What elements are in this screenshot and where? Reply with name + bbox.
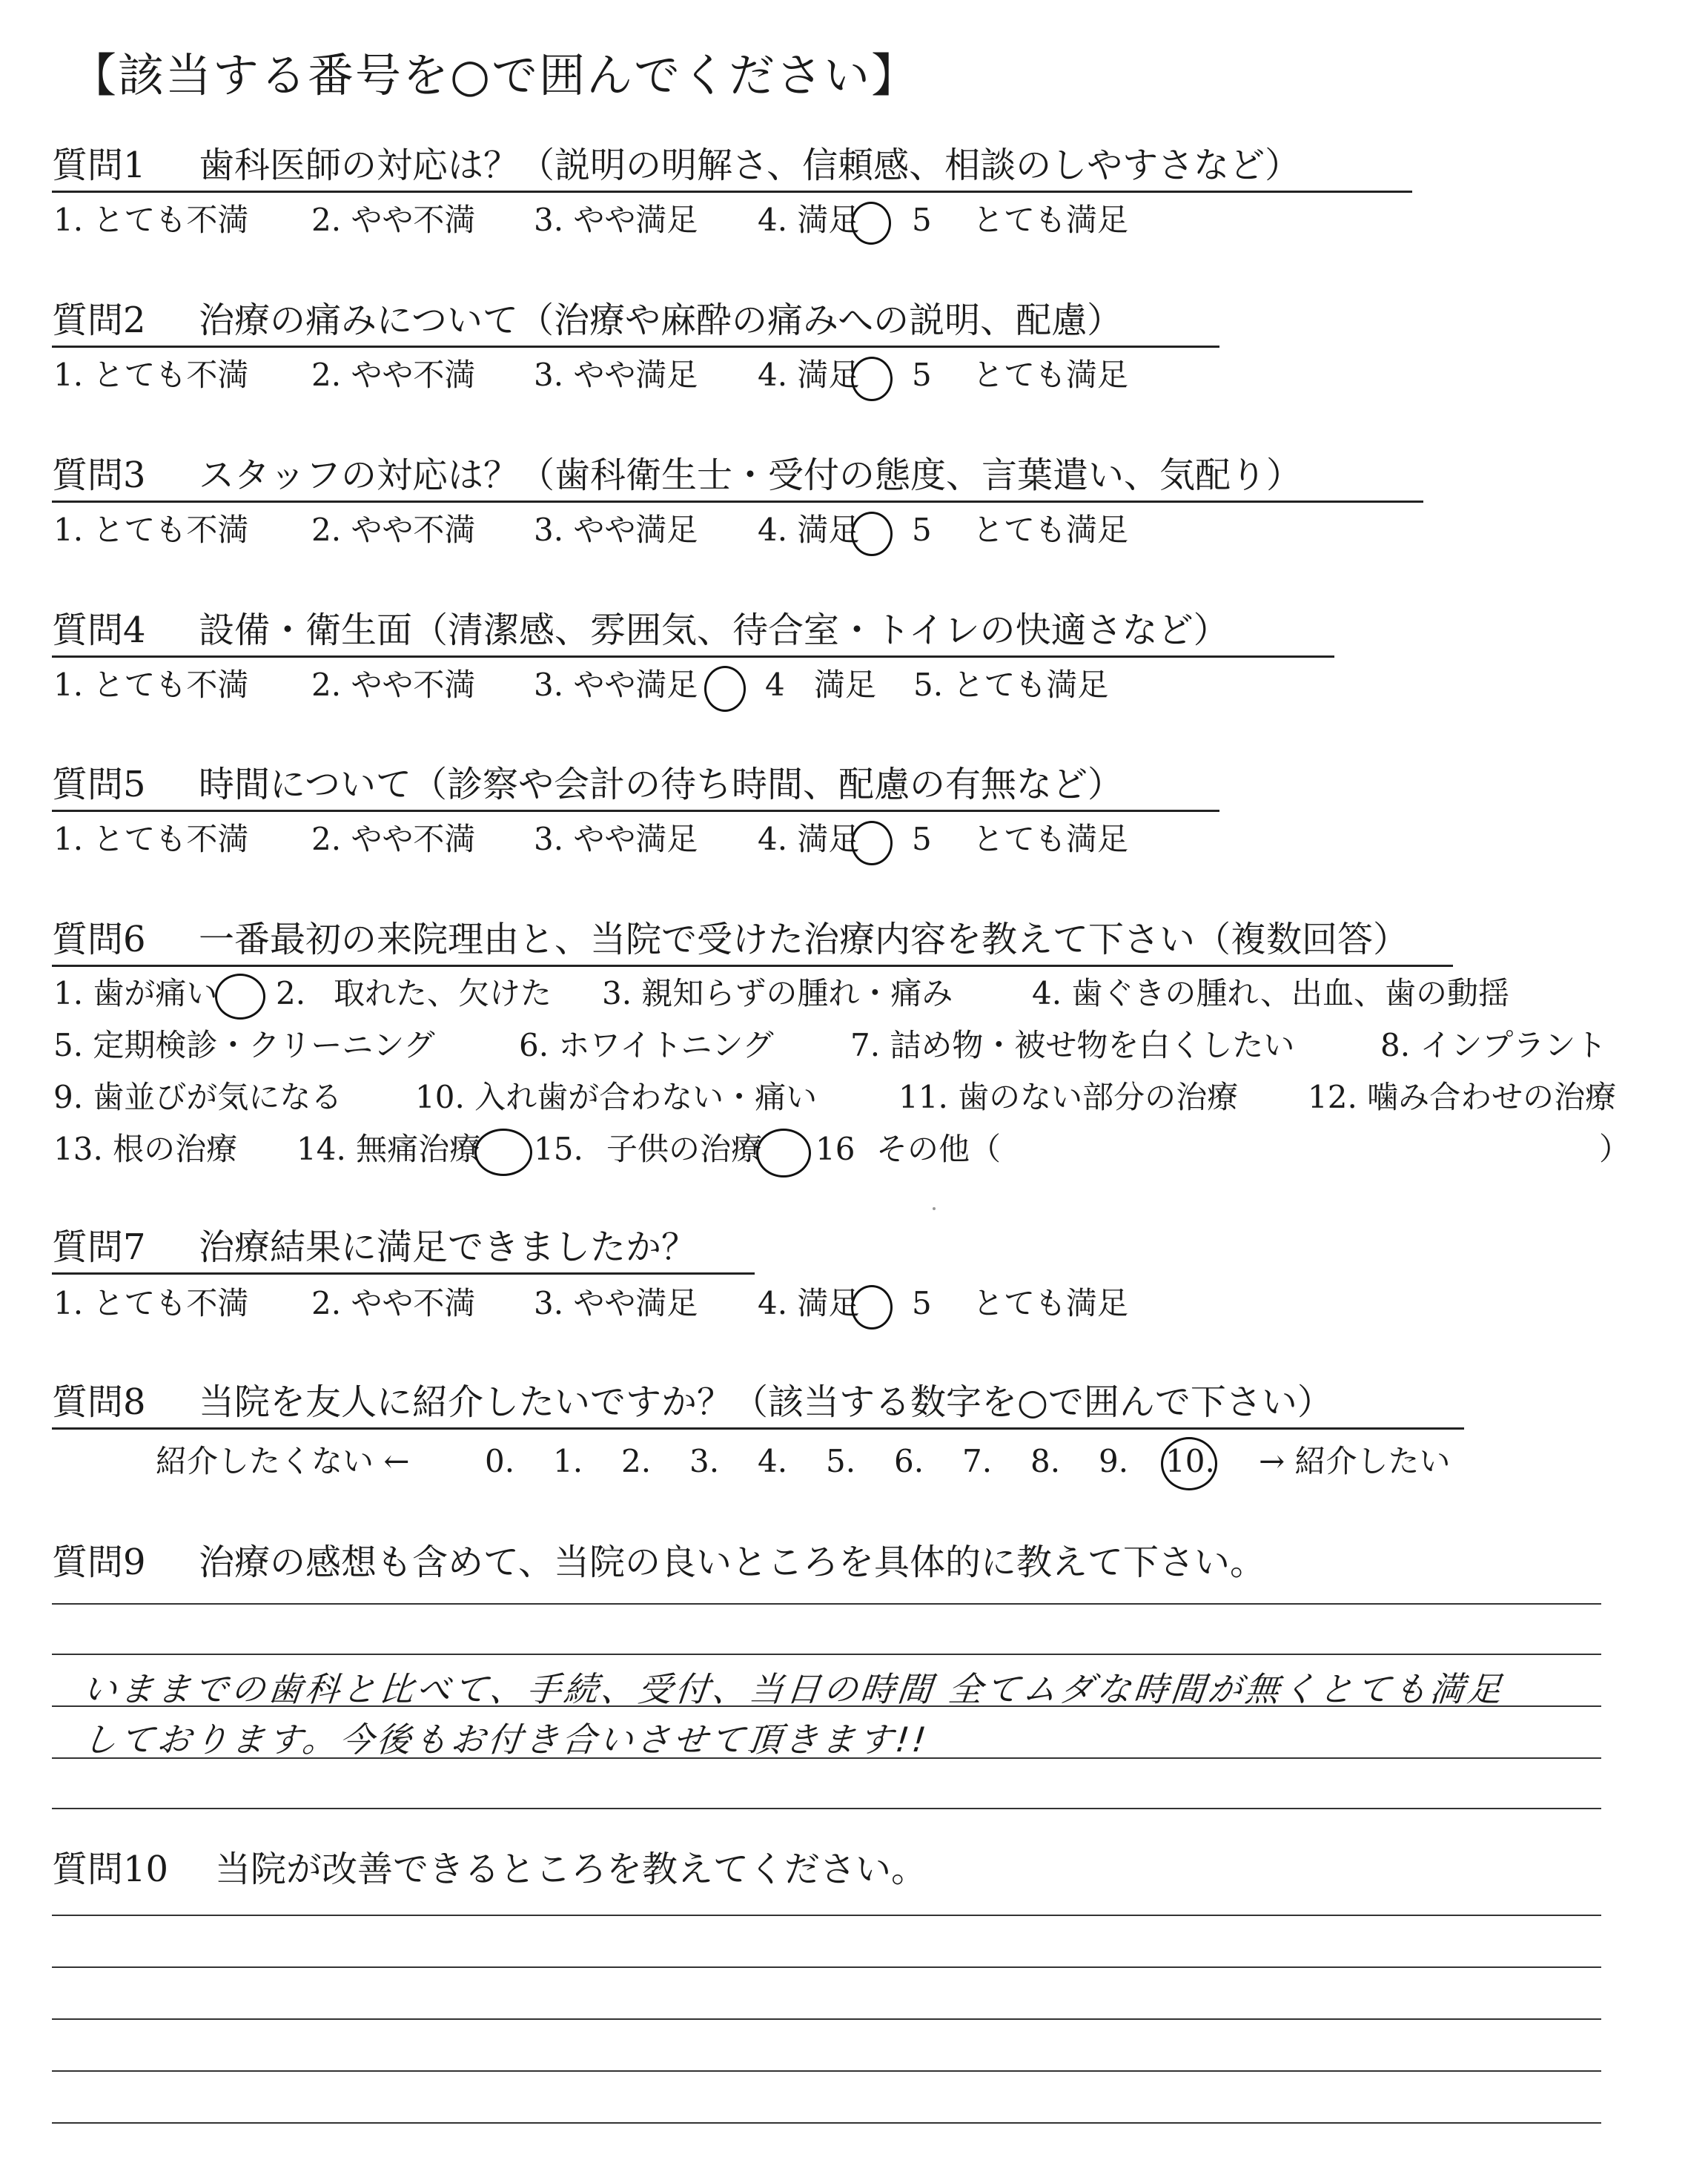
answer-line <box>52 2018 1601 2020</box>
question-2-title <box>52 300 1219 348</box>
option-5[interactable]: 5. とても満足 <box>913 667 1109 703</box>
answer-line <box>52 1808 1601 1809</box>
option-5-selected[interactable]: 5 <box>912 202 932 238</box>
scale-9[interactable]: 9. <box>1099 1443 1129 1479</box>
option-2[interactable]: 2. やや不満 <box>311 202 476 238</box>
question-4-title <box>52 610 1334 658</box>
scale-left-label: 紹介したくない ← <box>156 1443 410 1479</box>
question-6-number: 質問6 <box>52 919 146 960</box>
question-1-number: 質問1 <box>52 145 146 186</box>
option-5[interactable]: 5. 定期検診・クリーニング <box>53 1027 435 1063</box>
scale-1[interactable]: 1. <box>553 1443 583 1479</box>
option-5-selected[interactable]: 5 <box>912 357 932 393</box>
option-4[interactable]: 4. 満足 <box>758 512 860 548</box>
option-5-label: とても満足 <box>973 821 1129 857</box>
question-9-text: 治療の感想も含めて、当院の良いところを具体的に教えて下さい。 <box>199 1542 1266 1583</box>
question-4-text: 設備・衛生面（清潔感、雰囲気、待合室・トイレの快適さなど） <box>199 610 1229 651</box>
option-3[interactable]: 3. やや満足 <box>534 512 698 548</box>
handwritten-answer-line-1: いままでの歯科と比べて、手続、受付、当日の時間 全てムダな時間が無くとても満足 <box>80 1669 1507 1709</box>
question-8-title <box>52 1382 1464 1430</box>
answer-line <box>52 1603 1601 1605</box>
option-1[interactable]: 1. とても不満 <box>53 512 249 548</box>
question-5-number: 質問5 <box>52 764 146 805</box>
selection-circle <box>474 1129 532 1176</box>
option-5-selected[interactable]: 5 <box>912 1285 932 1321</box>
option-4[interactable]: 4. 満足 <box>758 202 860 238</box>
option-1[interactable]: 1. 歯が痛い <box>53 975 218 1011</box>
option-1[interactable]: 1. とても不満 <box>53 357 249 393</box>
option-2[interactable]: 2. やや不満 <box>311 357 476 393</box>
option-2[interactable]: 2. やや不満 <box>311 1285 476 1321</box>
option-2-selected[interactable]: 2. <box>276 975 306 1011</box>
question-6-title <box>52 919 1453 967</box>
option-2[interactable]: 2. やや不満 <box>311 821 476 857</box>
option-1[interactable]: 1. とても不満 <box>53 821 249 857</box>
option-4[interactable]: 4. 満足 <box>758 821 860 857</box>
option-4[interactable]: 4. 満足 <box>758 357 860 393</box>
question-2-number: 質問2 <box>52 300 146 341</box>
option-6[interactable]: 6. ホワイトニング <box>519 1027 774 1063</box>
handwritten-answer-line-2: しております。今後もお付き合いさせて頂きます!! <box>80 1720 931 1760</box>
option-5-selected[interactable]: 5 <box>912 512 932 548</box>
question-7-title <box>52 1227 755 1275</box>
option-4-label: 満足 <box>814 667 877 703</box>
option-8[interactable]: 8. インプラント <box>1380 1027 1607 1063</box>
scale-3[interactable]: 3. <box>689 1443 720 1479</box>
scale-4[interactable]: 4. <box>758 1443 788 1479</box>
question-4-number: 質問4 <box>52 610 146 651</box>
question-3-text: スタッフの対応は？（歯科衛生士・受付の態度、言葉遣い、気配り） <box>199 455 1302 496</box>
option-14[interactable]: 14. 無痛治療 <box>297 1131 481 1167</box>
scale-8[interactable]: 8. <box>1030 1443 1061 1479</box>
option-5-label: とても満足 <box>973 357 1129 393</box>
option-13[interactable]: 13. 根の治療 <box>53 1131 238 1167</box>
option-4[interactable]: 4. 歯ぐきの腫れ、出血、歯の動揺 <box>1032 975 1509 1011</box>
option-5-label: とても満足 <box>973 512 1129 548</box>
question-5-title <box>52 764 1219 812</box>
option-3[interactable]: 3. やや満足 <box>534 821 698 857</box>
scale-7[interactable]: 7. <box>962 1443 993 1479</box>
option-1[interactable]: 1. とても不満 <box>53 202 249 238</box>
question-5-text: 時間について（診察や会計の待ち時間、配慮の有無など） <box>199 764 1124 805</box>
option-16-label: その他（ <box>876 1131 1002 1167</box>
question-3-number: 質問3 <box>52 455 146 496</box>
question-10-text: 当院が改善できるところを教えてください。 <box>215 1849 927 1890</box>
option-12[interactable]: 12. 噛み合わせの治療 <box>1308 1079 1617 1115</box>
answer-line <box>52 1915 1601 1916</box>
answer-line <box>52 1654 1601 1655</box>
page-title: 【該当する番号を○で囲んでください】 <box>70 48 919 102</box>
scan-speck <box>933 1207 936 1210</box>
scale-right-label: → 紹介したい <box>1259 1443 1451 1479</box>
option-5-selected[interactable]: 5 <box>912 821 932 857</box>
question-8-text: 当院を友人に紹介したいですか？（該当する数字を○で囲んで下さい） <box>199 1381 1333 1423</box>
question-2-text: 治療の痛みについて（治療や麻酔の痛みへの説明、配慮） <box>199 300 1123 341</box>
option-1[interactable]: 1. とても不満 <box>53 1285 249 1321</box>
option-4-selected[interactable]: 4 <box>765 667 785 703</box>
option-5-label: とても満足 <box>973 1285 1129 1321</box>
option-9[interactable]: 9. 歯並びが気になる <box>53 1079 342 1115</box>
answer-line <box>52 2070 1601 2072</box>
option-16-selected[interactable]: 16 <box>815 1131 855 1167</box>
question-6-text: 一番最初の来院理由と、当院で受けた治療内容を教えて下さい（複数回答） <box>199 919 1409 960</box>
selection-circle <box>215 974 265 1020</box>
answer-line <box>52 2122 1601 2124</box>
option-10[interactable]: 10. 入れ歯が合わない・痛い <box>415 1079 818 1115</box>
option-1[interactable]: 1. とても不満 <box>53 667 249 703</box>
option-3[interactable]: 3. 親知らずの腫れ・痛み <box>602 975 953 1011</box>
scale-6[interactable]: 6. <box>894 1443 924 1479</box>
answer-line <box>52 1966 1601 1968</box>
option-3[interactable]: 3. やや満足 <box>534 667 698 703</box>
question-3-title <box>52 455 1423 503</box>
option-2[interactable]: 2. やや不満 <box>311 667 476 703</box>
scale-5[interactable]: 5. <box>826 1443 856 1479</box>
option-3[interactable]: 3. やや満足 <box>534 357 698 393</box>
question-1-text: 歯科医師の対応は？（説明の明解さ、信頼感、相談のしやすさなど） <box>199 145 1301 186</box>
question-9-title <box>52 1542 1265 1588</box>
question-10-number: 質問10 <box>52 1849 169 1890</box>
scale-10-selected[interactable]: 10. <box>1165 1443 1215 1479</box>
question-1-title <box>52 145 1412 193</box>
option-3[interactable]: 3. やや満足 <box>534 202 698 238</box>
option-5-label: とても満足 <box>973 202 1129 238</box>
question-7-number: 質問7 <box>52 1226 146 1268</box>
option-7[interactable]: 7. 詰め物・被せ物を白くしたい <box>850 1027 1295 1063</box>
option-4[interactable]: 4. 満足 <box>758 1285 860 1321</box>
option-3[interactable]: 3. やや満足 <box>534 1285 698 1321</box>
question-10-title <box>52 1849 927 1895</box>
other-close-paren: ） <box>1599 1131 1631 1167</box>
option-15-selected[interactable]: 15. <box>534 1131 583 1167</box>
option-15-label: 子供の治療 <box>606 1131 763 1167</box>
question-9-number: 質問9 <box>52 1542 146 1583</box>
scale-0[interactable]: 0. <box>485 1443 515 1479</box>
option-2-label: 取れた、欠けた <box>334 975 552 1011</box>
scale-2[interactable]: 2. <box>621 1443 652 1479</box>
question-7-text: 治療結果に満足できましたか？ <box>199 1226 698 1268</box>
selection-circle <box>704 666 746 712</box>
selection-circle <box>756 1129 811 1178</box>
option-11[interactable]: 11. 歯のない部分の治療 <box>898 1079 1239 1115</box>
question-8-number: 質問8 <box>52 1381 146 1423</box>
option-2[interactable]: 2. やや不満 <box>311 512 476 548</box>
